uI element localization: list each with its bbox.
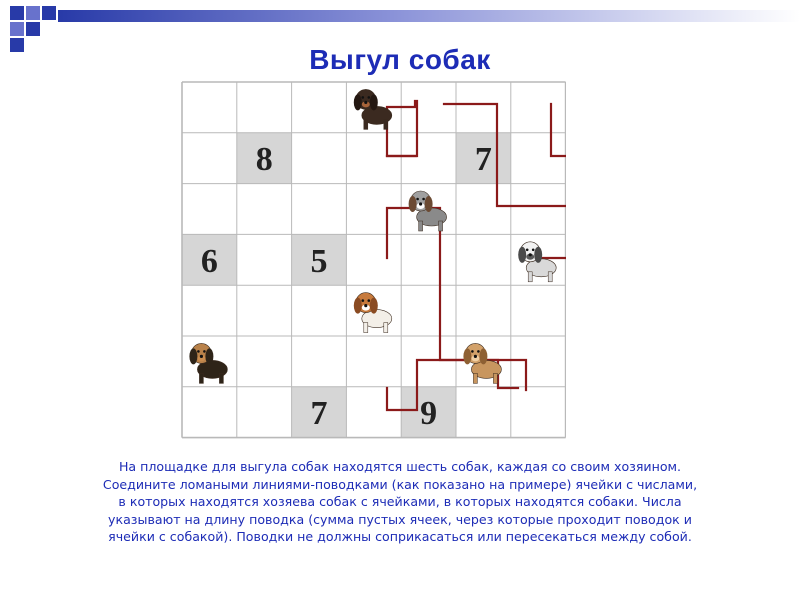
puzzle-grid	[180, 80, 566, 440]
husky-icon	[518, 242, 556, 282]
page-title: Выгул собак	[309, 44, 491, 75]
leash-length-number: 5	[310, 242, 328, 280]
header-band-decoration	[58, 10, 800, 22]
pointer-dog-icon	[409, 191, 447, 231]
corner-square-decoration	[10, 22, 24, 36]
corner-square-decoration	[42, 6, 56, 20]
leash-length-number: 7	[310, 395, 328, 433]
leash-line	[387, 101, 417, 156]
leash-length-number: 8	[255, 141, 273, 179]
corner-square-decoration	[26, 22, 40, 36]
dachshund-puppy-icon	[354, 89, 392, 129]
beagle-puppy-icon	[354, 293, 392, 333]
shar-pei-puppy-icon	[463, 343, 501, 383]
leash-length-number: 7	[474, 141, 492, 179]
leash-line	[551, 104, 566, 156]
corner-square-decoration	[10, 6, 24, 20]
shepherd-dog-icon	[189, 343, 227, 383]
corner-square-decoration	[26, 6, 40, 20]
leash-length-number: 6	[200, 242, 218, 280]
instructions-text: На площадке для выгула собак находятся шесть собак, каждая со своим хозяином. Соедините ломаными линиями-поводками (как показано на примере) ячейки с числами, в которых находятся хозяева собак с ячейками, в которых находятся собаки. Числа указывают на длину поводка (сумма пустых ячеек, через которые проходит поводок и ячейки с собакой). Поводки не должны соприкасаться или пересекаться между собой.	[102, 459, 698, 544]
leash-length-number: 9	[420, 395, 438, 433]
